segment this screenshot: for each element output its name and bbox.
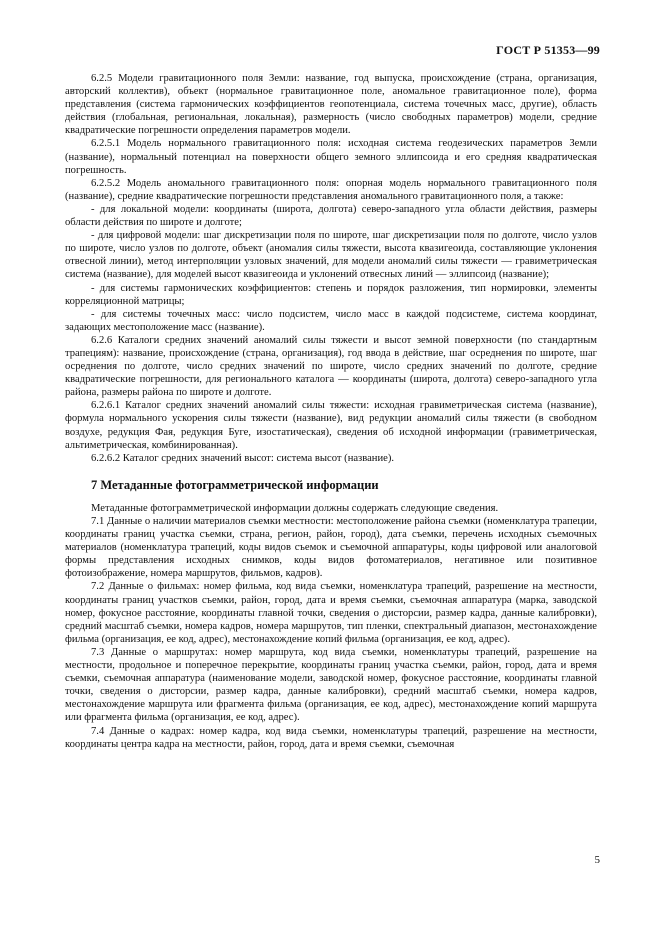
paragraph: 7.2 Данные о фильмах: номер фильма, код вида съемки, номенклатура трапеций, разрешение на местности, координаты границ участков съемки, район, город, дата и время съемки, съемочная аппаратура (марка, заводской номер, фокусное расстояние, координаты главной точки, сведения о дисторсии, размер кадра, данные калибровки), средний масштаб съемки, номера кадров, номера маршрутов, тип пленки, спектральный диапазон, местонахождение фильма (организация, ее код, адрес), местонахождение копий фильма (организация, ее код, адрес).: [65, 581, 597, 645]
paragraph: 6.2.6.2 Каталог средних значений высот: система высот (название).: [91, 452, 395, 464]
section-heading: 7 Метаданные фотограмметрической информации: [91, 477, 379, 492]
list-item: - для системы гармонических коэффициентов: степень и порядок разложения, тип нормировки, элементы корреляционной матрицы;: [65, 282, 597, 307]
document-body: [65, 72, 597, 751]
list-item: - для системы точечных масс: число подсистем, число масс в каждой подсистеме, система координат, задающих местоположение масс (название).: [65, 308, 597, 333]
paragraph: 7.3 Данные о маршрутах: номер маршрута, код вида съемки, номенклатуры трапеций, разрешение на местности, продольное и поперечное перекрытие, координаты границ участка съемки, район, город, дата и время съемки, съемочная аппаратура (наименование модели, заводской номер, фокусное расстояние, координаты главной точки, сведения о дисторсии, размер кадра, данные калибровки), средний масштаб съемки, номера кадров, местонахождение маршрута или фрагмента фильма (организация, ее код, адрес), местонахождение копий маршрута или фрагмента фильма (организация, ее код, адрес).: [65, 646, 597, 724]
paragraph: 6.2.5.1 Модель нормального гравитационного поля: исходная система геодезических параметров Земли (название), нормальный потенциал на поверхности общего земного эллипсоида и его средняя квадратическая погрешность.: [65, 138, 597, 176]
paragraph: 6.2.5 Модели гравитационного поля Земли: название, год выпуска, происхождение (страна, организация, авторский коллектив), объект (нормальное гравитационное поле, аномальное гравитационное поле), форма представления (система гармонических коэффициентов геопотенциала, система точечных масс, другие), область действия (глобальная, региональная, локальная), размерность (число свободных параметров) модели, средние квадратические погрешности определения параметров модели.: [65, 73, 597, 137]
paragraph: 7.1 Данные о наличии материалов съемки местности: местоположение района съемки (номенклатура трапеции, координаты границ участка съемки, страна, регион, район, город), дата съемки, перечень исходных съемочных материалов (номенклатура трапеций, коды видов съемок и съемочной аппаратуры, коды цифровой или аналоговой формы представления исходных снимков, коды видов фотоматериалов, негативное или позитивное фотоизображение, номера маршрутов, фильмов, кадров).: [65, 516, 597, 580]
paragraph: 6.2.5.2 Модель аномального гравитационного поля: опорная модель нормального гравитационного поля (название), средние квадратические погрешности представления аномального гравитационного поля, а также:: [65, 177, 597, 202]
list-item: - для локальной модели: координаты (широта, долгота) северо-западного угла области действия, размеры области действия по широте и долготе;: [65, 203, 597, 229]
paragraph: Метаданные фотограмметрической информации должны содержать следующие сведения.: [91, 502, 499, 514]
paragraph: 7.4 Данные о кадрах: номер кадра, код вида съемки, номенклатуры трапеций, разрешение на местности, координаты центра кадра на местности, район, город, дата и время съемки, съемочная: [65, 725, 597, 750]
standard-code-header: ГОСТ Р 51353—99: [496, 43, 600, 57]
page-number: 5: [594, 854, 600, 866]
paragraph: 6.2.6 Каталоги средних значений аномалий силы тяжести и высот земной поверхности (по стандартным трапециям): название, происхождение (страна, организация), год ввода в действие, шаг осреднения по широте, шаг осреднения по долготе, число средних значений по широте, число средних значений по долготе, средние квадратические погрешности, для регионального каталога — координаты (широта, долгота) северо-западного угла района, размеры района по широте и долготе.: [65, 334, 597, 399]
list-item: - для цифровой модели: шаг дискретизации поля по широте, шаг дискретизации поля по долготе, число узлов по широте, число узлов по долготе, объект (аномалия силы тяжести, высота квазигеоида, составляющие уклонения отвесной линии), метод интерполяции узловых значений, для модели аномалий силы тяжести — гравиметрическая система (название), для моделей высот квазигеоида и уклонений отвесных линий — эллипсоид (название);: [65, 230, 597, 281]
paragraph: 6.2.6.1 Каталог средних значений аномалий силы тяжести: исходная гравиметрическая система (название), формула нормального ускорения силы тяжести (название), вид редукции аномалий силы тяжести (в свободном воздухе, редукция Фая, редукция Буге, изостатическая), сведения об исходной информации (гравиметрическая, альтиметрическая, комбинированная).: [65, 400, 597, 451]
